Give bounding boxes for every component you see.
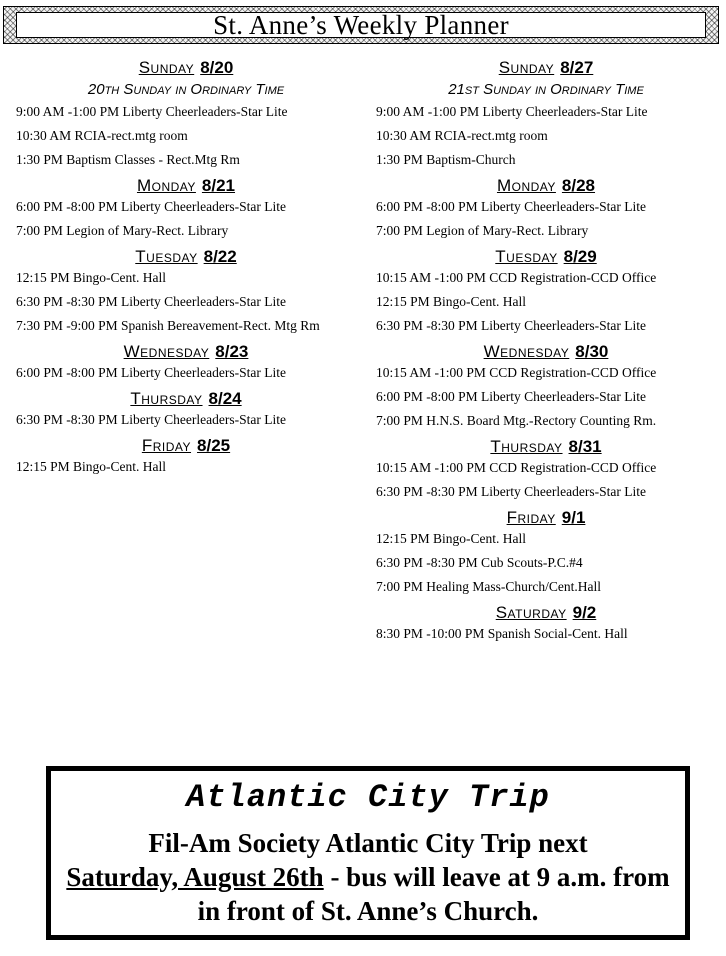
page-title: St. Anne’s Weekly Planner	[213, 9, 509, 40]
trip-description	[51, 826, 685, 928]
trip-text-before: Fil-Am Society Atlantic City Trip next	[148, 828, 588, 858]
event-item: 9:00 AM -1:00 PM Liberty Cheerleaders-Star Lite	[376, 104, 648, 119]
day-date: 8/21	[201, 176, 236, 195]
day-name: Thursday	[130, 389, 203, 408]
day-name: Tuesday	[135, 247, 198, 266]
event-item: 6:00 PM -8:00 PM Liberty Cheerleaders-Star Lite	[376, 199, 646, 214]
event-item: 7:00 PM Legion of Mary-Rect. Library	[376, 223, 589, 238]
day-name: Friday	[141, 436, 192, 455]
day-heading	[376, 342, 716, 362]
day-name: Tuesday	[495, 247, 558, 266]
day-heading	[16, 389, 356, 409]
day-date: 8/27	[560, 58, 594, 77]
event-item: 10:30 AM RCIA-rect.mtg room	[16, 128, 188, 143]
day-heading	[376, 58, 716, 78]
event-item: 6:30 PM -8:30 PM Liberty Cheerleaders-Star Lite	[16, 294, 286, 309]
day-name: Sunday	[138, 58, 195, 77]
event-item: 12:15 PM Bingo-Cent. Hall	[376, 294, 527, 309]
day-heading	[16, 436, 356, 456]
event-item: 6:30 PM -8:30 PM Cub Scouts-P.C.#4	[376, 555, 583, 570]
event-item: 10:30 AM RCIA-rect.mtg room	[376, 128, 548, 143]
trip-date: Saturday, August 26th	[66, 862, 324, 892]
day-date: 8/24	[208, 389, 242, 408]
day-heading	[376, 603, 716, 623]
event-item: 12:15 PM Bingo-Cent. Hall	[16, 459, 167, 474]
event-item: 6:00 PM -8:00 PM Liberty Cheerleaders-Star Lite	[376, 389, 646, 404]
event-item: 9:00 AM -1:00 PM Liberty Cheerleaders-Star Lite	[16, 104, 288, 119]
day-heading	[16, 247, 356, 267]
day-name: Sunday	[498, 58, 555, 77]
event-item: 12:15 PM Bingo-Cent. Hall	[376, 531, 527, 546]
right-column	[376, 52, 716, 650]
event-item: 6:30 PM -8:30 PM Liberty Cheerleaders-Star Lite	[376, 484, 646, 499]
event-item: 1:30 PM Baptism Classes - Rect.Mtg Rm	[16, 152, 240, 167]
event-item: 6:30 PM -8:30 PM Liberty Cheerleaders-Star Lite	[376, 318, 646, 333]
day-date: 8/31	[568, 437, 602, 456]
trip-text-after: - bus will leave at 9 a.m. from in front of St. Anne’s Church.	[197, 862, 670, 926]
day-heading	[376, 508, 716, 528]
day-date: 8/28	[561, 176, 596, 195]
title-box	[16, 9, 706, 40]
trip-announcement-box	[46, 766, 690, 940]
event-item: 1:30 PM Baptism-Church	[376, 152, 516, 167]
trip-heading: Atlantic City Trip	[186, 779, 550, 816]
day-name: Wednesday	[123, 342, 210, 361]
event-item: 6:00 PM -8:00 PM Liberty Cheerleaders-Star Lite	[16, 365, 286, 380]
day-heading	[376, 437, 716, 457]
event-item: 7:00 PM Legion of Mary-Rect. Library	[16, 223, 229, 238]
day-heading	[16, 58, 356, 78]
left-column	[16, 52, 356, 483]
day-date: 8/29	[563, 247, 597, 266]
event-item: 7:00 PM H.N.S. Board Mtg.-Rectory Counting Rm.	[376, 413, 657, 428]
day-name: Wednesday	[483, 342, 570, 361]
liturgical-theme: 20th Sunday in Ordinary Time	[87, 81, 285, 98]
event-item: 8:30 PM -10:00 PM Spanish Social-Cent. Hall	[376, 626, 628, 641]
day-name: Thursday	[490, 437, 563, 456]
event-item: 7:30 PM -9:00 PM Spanish Bereavement-Rect. Mtg Rm	[16, 318, 320, 333]
event-item: 10:15 AM -1:00 PM CCD Registration-CCD Office	[376, 460, 657, 475]
day-date: 8/22	[203, 247, 237, 266]
day-heading	[16, 176, 356, 196]
day-heading	[376, 176, 716, 196]
day-name: Monday	[136, 176, 196, 195]
event-item: 6:30 PM -8:30 PM Liberty Cheerleaders-Star Lite	[16, 412, 286, 427]
event-item: 7:00 PM Healing Mass-Church/Cent.Hall	[376, 579, 601, 594]
event-item: 12:15 PM Bingo-Cent. Hall	[16, 270, 167, 285]
day-date: 8/30	[575, 342, 609, 361]
day-heading	[376, 247, 716, 267]
day-name: Saturday	[495, 603, 567, 622]
day-date: 9/2	[572, 603, 597, 622]
event-item: 10:15 AM -1:00 PM CCD Registration-CCD Office	[376, 270, 657, 285]
day-date: 8/23	[215, 342, 249, 361]
day-name: Friday	[506, 508, 556, 527]
day-date: 8/20	[200, 58, 234, 77]
day-date: 8/25	[197, 436, 231, 455]
day-heading	[16, 342, 356, 362]
day-date: 9/1	[561, 508, 586, 527]
event-item: 6:00 PM -8:00 PM Liberty Cheerleaders-Star Lite	[16, 199, 286, 214]
day-name: Monday	[496, 176, 556, 195]
liturgical-theme: 21st Sunday in Ordinary Time	[448, 81, 644, 98]
event-item: 10:15 AM -1:00 PM CCD Registration-CCD Office	[376, 365, 657, 380]
title-banner	[3, 6, 719, 44]
